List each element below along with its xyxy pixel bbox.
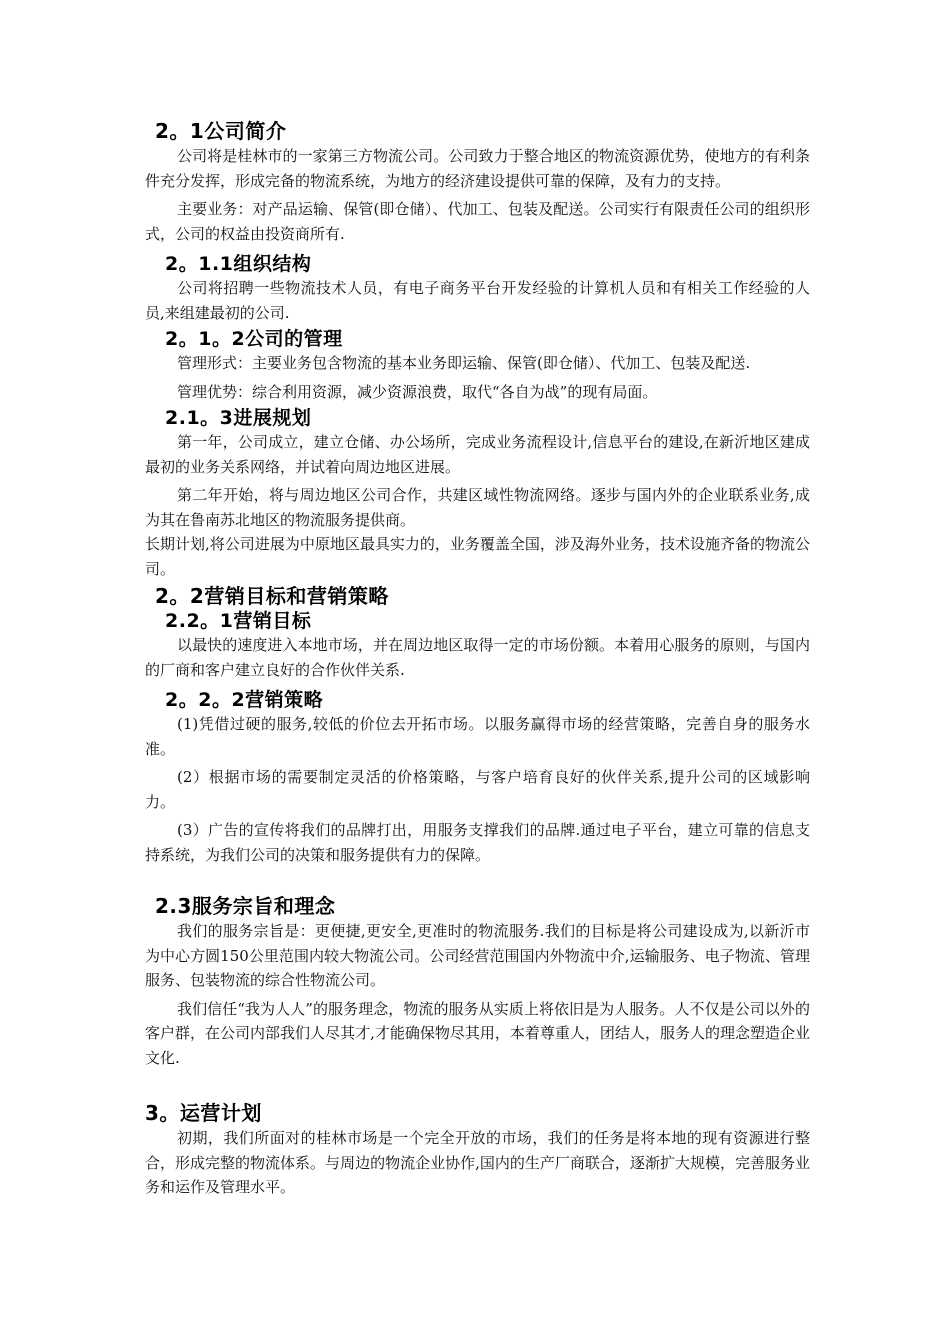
paragraph: (1)凭借过硬的服务,较低的价位去开拓市场。以服务赢得市场的经营策略，完善自身的服务水准。 [145, 715, 810, 758]
paragraph: 主要业务：对产品运输、保管(即仓储）、代加工、包装及配送。公司实行有限责任公司的组织形式，公司的权益由投资商所有. [145, 200, 810, 243]
section-heading-2-2-1: 2.2。1营销目标 [165, 610, 312, 632]
section-heading-2-1-1: 2。1.1组织结构 [165, 253, 312, 275]
paragraph: 长期计划,将公司进展为中原地区最具实力的，业务覆盖全国，涉及海外业务，技术设施齐备的物流公司。 [145, 535, 810, 578]
section-heading-2-2-2: 2。2。2营销策略 [165, 689, 324, 711]
section-heading-2-1-3: 2.1。3进展规划 [165, 407, 312, 429]
paragraph: 公司将招聘一些物流技术人员，有电子商务平台开发经验的计算机人员和有相关工作经验的人员,来组建最初的公司. [145, 279, 810, 322]
paragraph: 管理优势：综合利用资源，减少资源浪费，取代“各自为战”的现有局面。 [177, 382, 658, 401]
paragraph: 管理形式：主要业务包含物流的基本业务即运输、保管(即仓储）、代加工、包装及配送. [177, 354, 751, 372]
paragraph: 以最快的速度进入本地市场，并在周边地区取得一定的市场份额。本着用心服务的原则，与国内的厂商和客户建立良好的合作伙伴关系. [145, 636, 810, 679]
paragraph: 我们信任“我为人人”的服务理念，物流的服务从实质上将依旧是为人服务。人不仅是公司以外的客户群，在公司内部我们人尽其才,才能确保物尽其用，本着尊重人，团结人，服务人的理念塑造企业文化. [145, 999, 810, 1067]
paragraph: 第二年开始，将与周边地区公司合作，共建区域性物流网络。逐步与国内外的企业联系业务,成为其在鲁南苏北地区的物流服务提供商。 [145, 486, 810, 529]
section-heading-2-1: 2。1公司简介 [155, 119, 287, 143]
paragraph: 公司将是桂林市的一家第三方物流公司。公司致力于整合地区的物流资源优势，使地方的有利条件充分发挥，形成完备的物流系统，为地方的经济建设提供可靠的保障，及有力的支持。 [145, 147, 810, 190]
section-heading-2-1-2: 2。1。2公司的管理 [165, 328, 343, 350]
section-heading-2-3: 2.3服务宗旨和理念 [155, 894, 336, 918]
paragraph: 我们的服务宗旨是：更便捷,更安全,更准时的物流服务.我们的目标是将公司建设成为,以新沂市为中心方圆150公里范围内较大物流公司。公司经营范围国内外物流中介,运输服务、电子物流、管理服务、包装物流的综合性物流公司。 [145, 922, 810, 989]
paragraph: 初期，我们所面对的桂林市场是一个完全开放的市场，我们的任务是将本地的现有资源进行整合，形成完整的物流体系。与周边的物流企业协作,国内的生产厂商联合，逐渐扩大规模，完善服务业务和运作及管理水平。 [145, 1129, 810, 1196]
section-heading-2-2: 2。2营销目标和营销策略 [155, 584, 389, 608]
paragraph: 第一年，公司成立，建立仓储、办公场所，完成业务流程设计,信息平台的建设,在新沂地区建成最初的业务关系网络，并试着向周边地区进展。 [145, 433, 810, 476]
document-page [145, 118, 810, 1200]
paragraph: (3）广告的宣传将我们的品牌打出，用服务支撑我们的品牌.通过电子平台，建立可靠的信息支持系统，为我们公司的决策和服务提供有力的保障。 [145, 821, 810, 864]
paragraph: (2）根据市场的需要制定灵活的价格策略，与客户培育良好的伙伴关系,提升公司的区域影响力。 [145, 768, 810, 811]
section-heading-3: 3。运营计划 [145, 1101, 262, 1125]
